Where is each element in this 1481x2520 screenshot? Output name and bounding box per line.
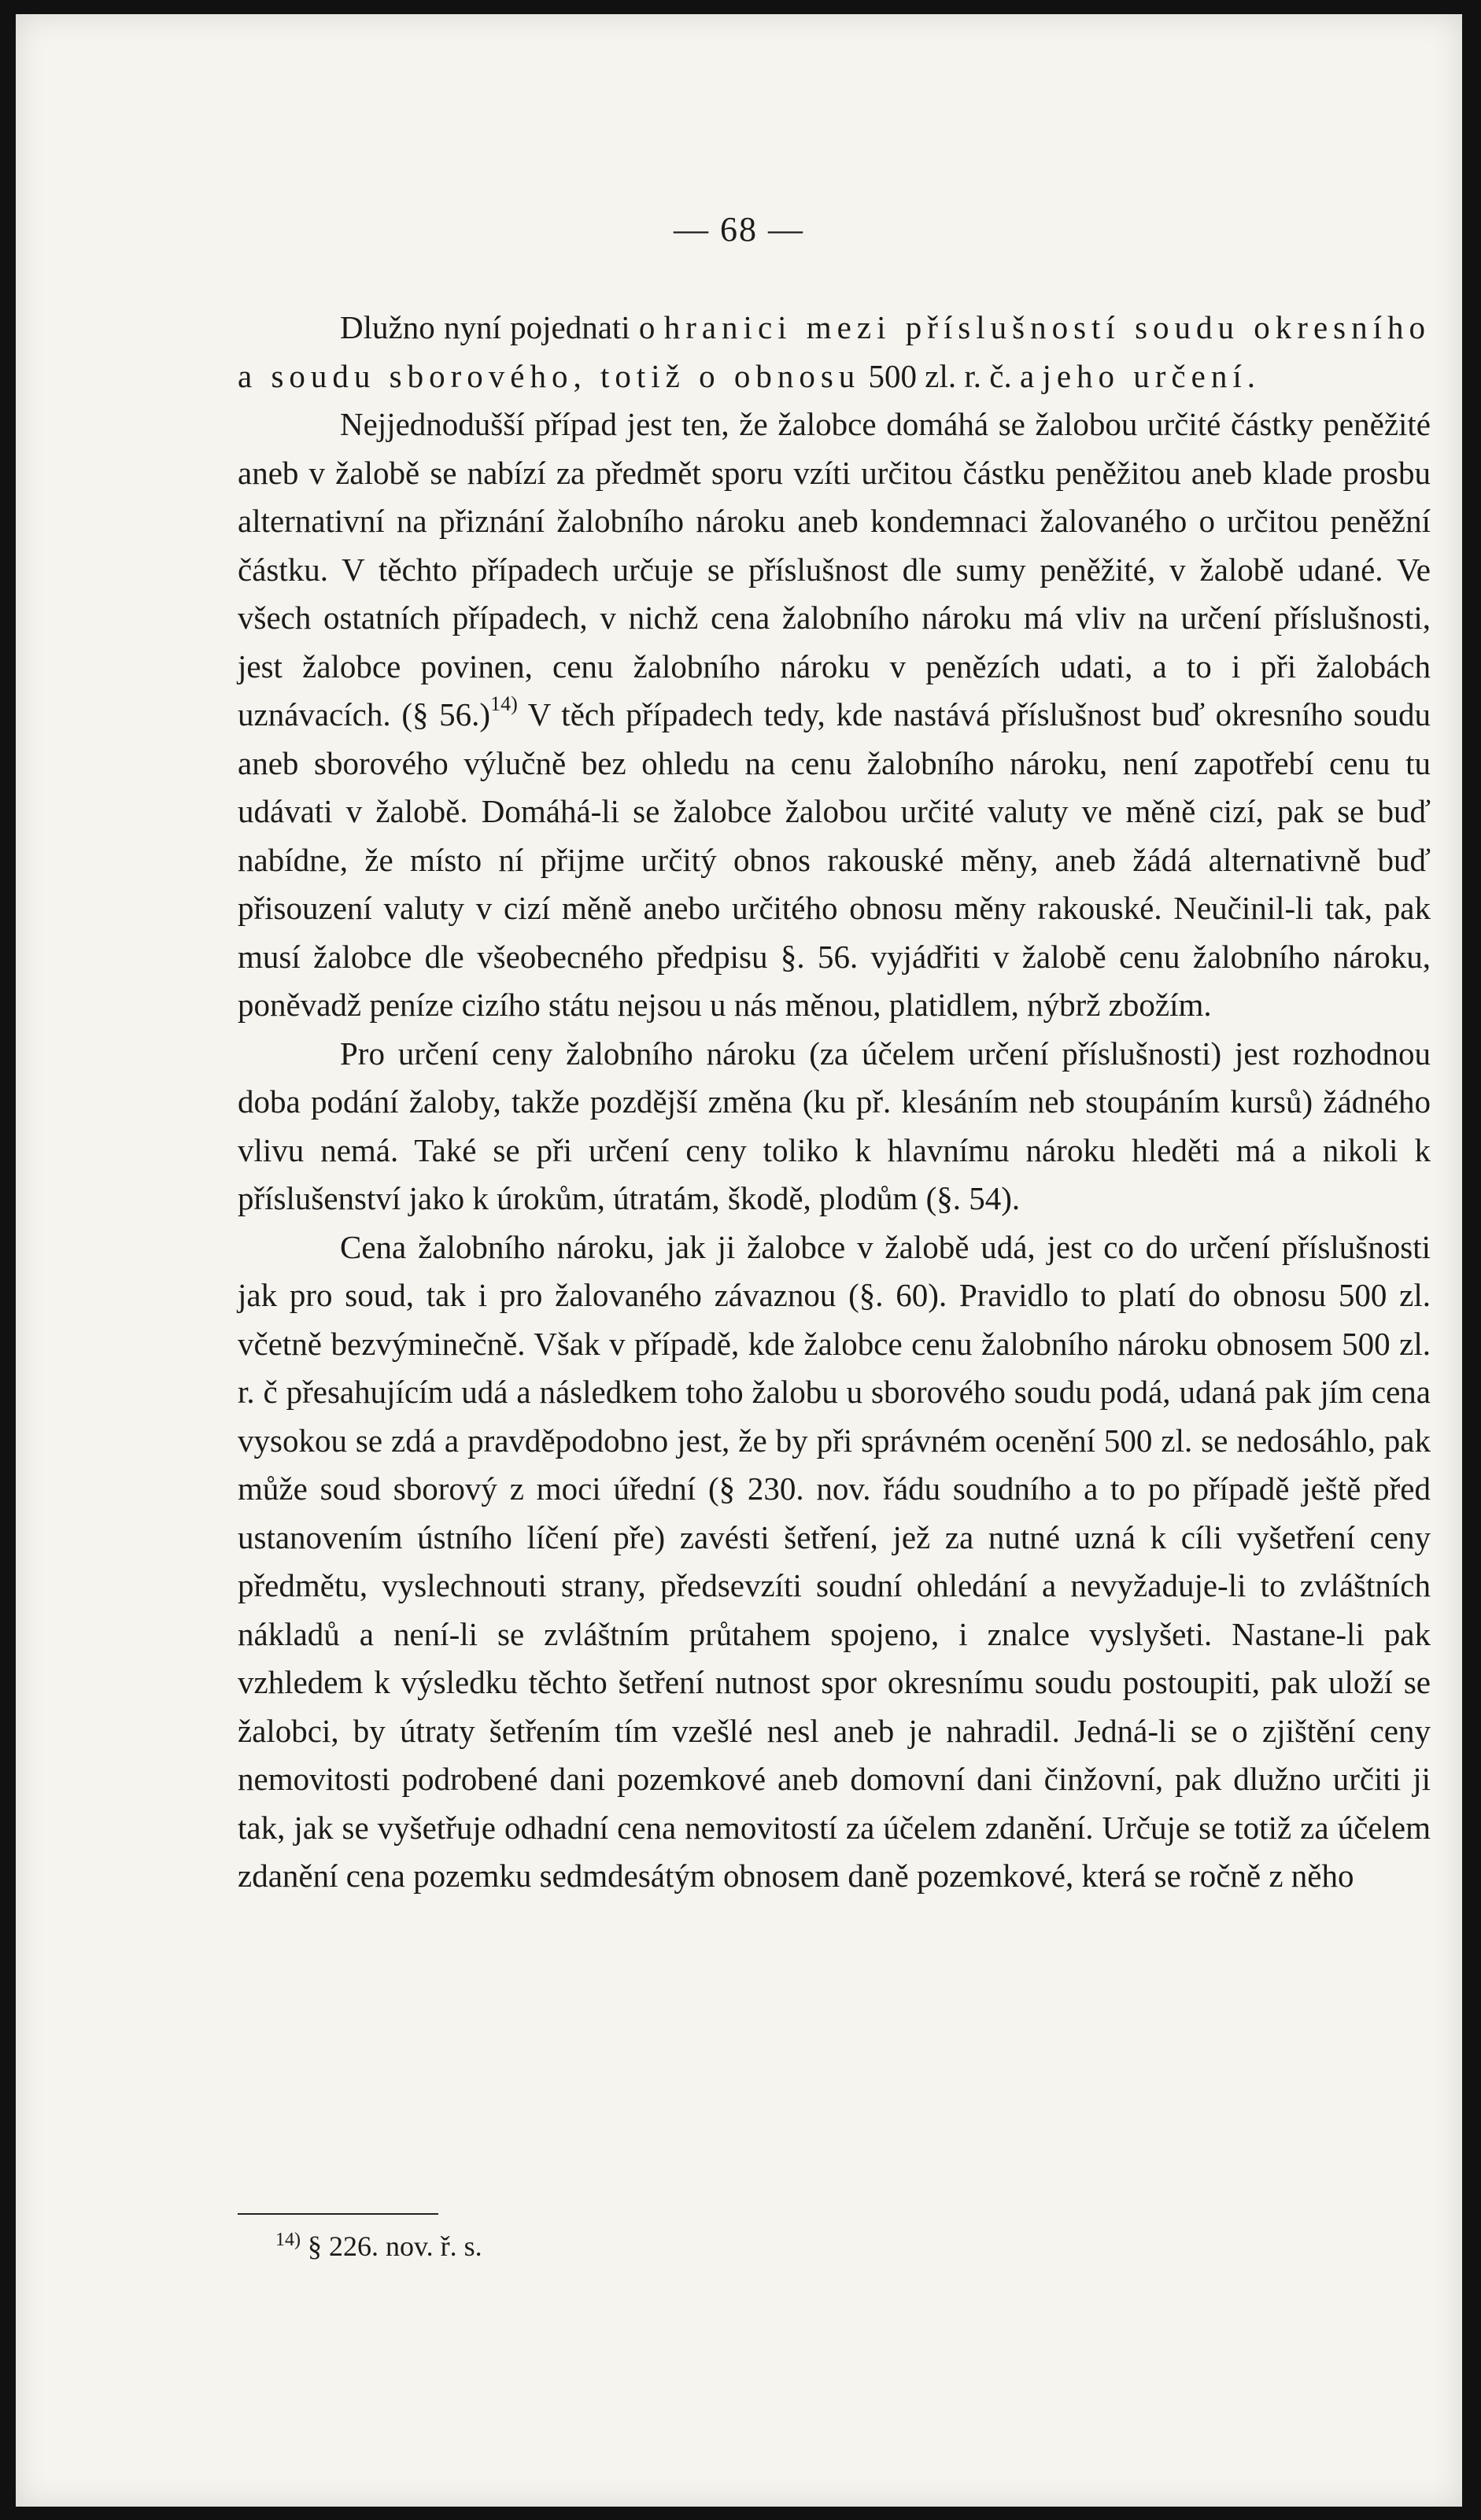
paragraph-2-part-1: Nejjednodušší případ jest ten, že žalobce domáhá se žalobou určité částky peněžité aneb v žalobě se nabízí za předmět sporu vzíti určitou částku peněžitou aneb klade prosbu alternativní na přiznání žalobního nároku aneb kondemnaci žalovaného o určitou peněžní částku. V těchto případech určuje se příslušnost dle sumy peněžité, v žalobě udané. Ve všech ostatních případech, v nichž cena žalobního nároku má vliv na určení příslušnosti, jest žalobce povinen, cenu žalobního nároku v penězích udati, a to i při žalobách uznávacích. (§ 56.) bbox=[238, 406, 1431, 732]
paragraph-2 bbox=[238, 400, 1431, 1030]
paragraph-1-middle: 500 zl. r. č. a bbox=[860, 357, 1043, 394]
book-page bbox=[16, 14, 1462, 2507]
body-text bbox=[238, 304, 1431, 1901]
paragraph-2-part-2: V těch případech tedy, kde nastává příslušnost buď okresního soudu aneb sborového výlučně bez ohledu na cenu žalobního nároku, není zapotřebí cenu tu udávati v žalobě. Domáhá-li se žalobce žalobou určité valuty ve měně cizí, pak se buď nabídne, že místo ní přijme určitý obnos rakouské měny, aneb žádá alternativně buď přisouzení valuty v cizí měně anebo určitého obnosu měny rakouské. Neučinil-li tak, pak musí žalobce dle všeobecného předpisu §. 56. vyjádřiti v žalobě cenu žalobního nároku, poněvadž peníze cizího státu nejsou u nás měnou, platidlem, nýbrž zbožím. bbox=[238, 696, 1431, 1023]
spaced-emphasis-2: jeho určení. bbox=[1042, 357, 1261, 394]
footnote-rule bbox=[238, 2213, 438, 2215]
paragraph-3: Pro určení ceny žalobního nároku (za účelem určení příslušnosti) jest rozhodnou doba podání žaloby, takže pozdější změna (ku př. klesáním neb stoupáním kursů) žádného vlivu nemá. Také se při určení ceny toliko k hlavnímu nároku hleděti má a nikoli k příslušenství jako k úrokům, útratám, škodě, plodům (§. 54). bbox=[238, 1035, 1431, 1216]
footnote bbox=[275, 2230, 482, 2263]
spaced-emphasis: hranici mezi příslušností soudu okresního a soudu sborového, totiž o obnosu bbox=[238, 309, 1431, 394]
paragraph-1-intro: Dlužno nyní pojednati o bbox=[340, 309, 664, 345]
footnote-text: § 226. nov. ř. s. bbox=[308, 2230, 482, 2262]
footnote-mark: 14) bbox=[275, 2230, 301, 2250]
page-number: — 68 — bbox=[674, 210, 804, 249]
paragraph-1 bbox=[238, 304, 1431, 400]
footnote-reference: 14) bbox=[490, 692, 518, 715]
paragraph-4: Cena žalobního nároku, jak ji žalobce v žalobě udá, jest co do určení příslušnosti jak pro soud, tak i pro žalovaného závaznou (§. 60). Pravidlo to platí do obnosu 500 zl. včetně bezvýminečně. Však v případě, kde žalobce cenu žalobního nároku obnosem 500 zl. r. č přesahujícím udá a následkem toho žalobu u sborového soudu podá, udaná pak jím cena vysokou se zdá a pravděpodobno jest, že by při správném ocenění 500 zl. se nedosáhlo, pak může soud sborový z moci úřední (§ 230. nov. řádu soudního a to po případě ještě před ustanovením ústního líčení pře) zavésti šetření, jež za nutné uzná k cíli vyšetření ceny předmětu, vyslechnouti strany, předsevzíti soudní ohledání a nevyžaduje-li to zvláštních nákladů a není-li se zvláštním průtahem spojeno, i znalce vyslyšeti. Nastane-li pak vzhledem k výsledku těchto šetření nutnost spor okresnímu soudu postoupiti, pak uloží se žalobci, by útraty šetřením tím vzešlé nesl aneb je nahradil. Jedná-li se o zjištění ceny nemovitosti podrobené dani pozemkové aneb domovní dani činžovní, pak dlužno určiti ji tak, jak se vyšetřuje odhadní cena nemovitostí za účelem zdanění. Určuje se totiž za účelem zdanění cena pozemku sedmdesátým obnosem daně pozemkové, která se ročně z něho bbox=[238, 1228, 1431, 1894]
